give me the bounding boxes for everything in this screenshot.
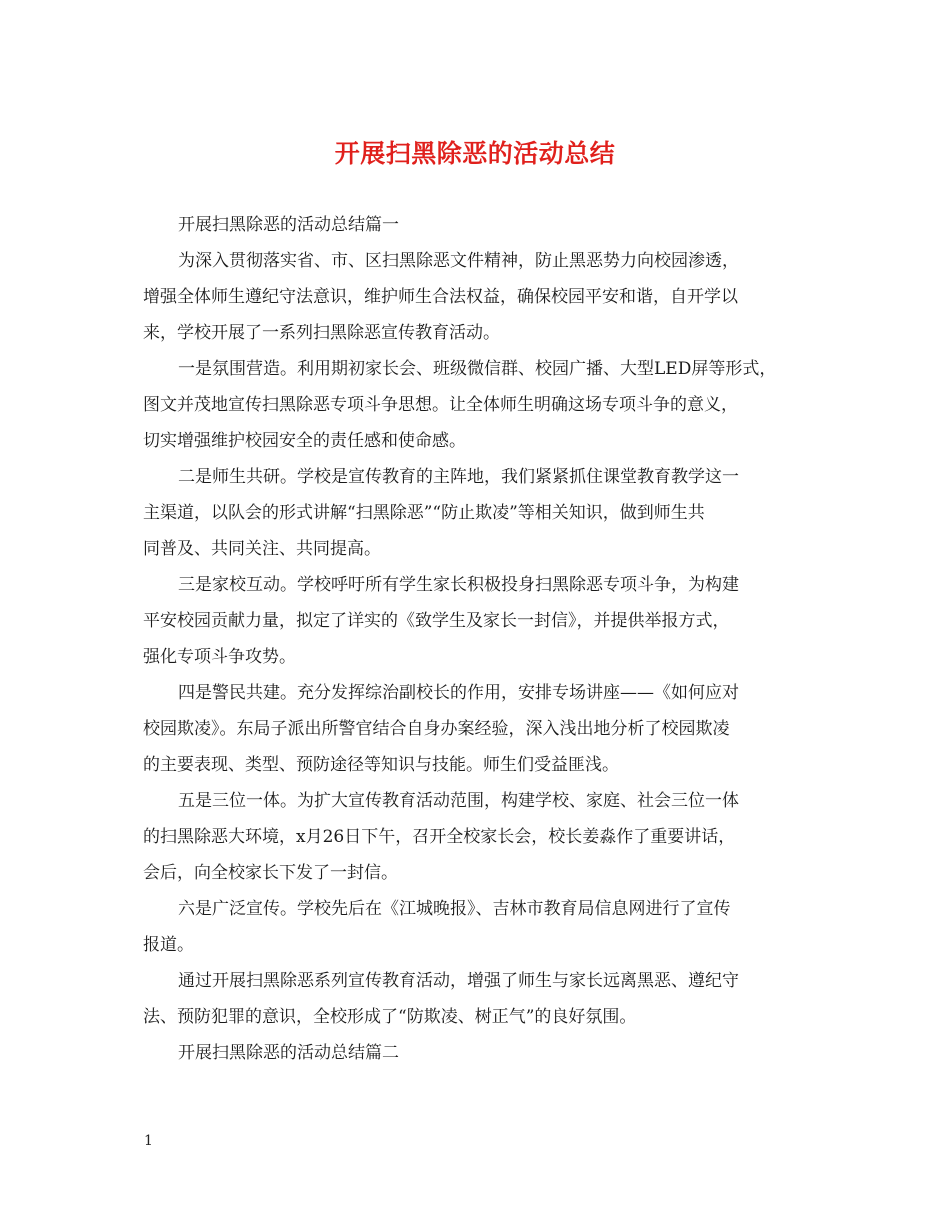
paragraph-line: 法、预防犯罪的意识，全校形成了“防欺凌、树正气”的良好氛围。 bbox=[143, 1007, 637, 1027]
section-heading: 开展扫黑除恶的活动总结篇二 bbox=[178, 1043, 399, 1063]
paragraph-line: 主渠道，以队会的形式讲解“扫黑除恶”“防止欺凌”等相关知识，做到师生共 bbox=[143, 503, 705, 523]
paragraph-line: 六是广泛宣传。学校先后在《江城晚报》、吉林市教育局信息网进行了宣传 bbox=[178, 899, 731, 919]
section-heading: 开展扫黑除恶的活动总结篇一 bbox=[178, 215, 399, 235]
paragraph-line: 一是氛围营造。利用期初家长会、班级微信群、校园广播、大型LED屏等形式， bbox=[178, 359, 777, 379]
paragraph-line: 的主要表现、类型、预防途径等知识与技能。师生们受益匪浅。 bbox=[143, 755, 619, 775]
paragraph-line: 来，学校开展了一系列扫黑除恶宣传教育活动。 bbox=[143, 323, 500, 343]
paragraph-line: 五是三位一体。为扩大宣传教育活动范围，构建学校、家庭、社会三位一体 bbox=[178, 791, 739, 811]
paragraph-line: 的扫黑除恶大环境，x月26日下午，召开全校家长会，校长姜淼作了重要讲话， bbox=[143, 827, 736, 847]
paragraph-line: 为深入贯彻落实省、市、区扫黑除恶文件精神，防止黑恶势力向校园渗透， bbox=[178, 251, 739, 271]
paragraph-line: 四是警民共建。充分发挥综治副校长的作用，安排专场讲座——《如何应对 bbox=[178, 683, 739, 703]
paragraph-line: 平安校园贡献力量，拟定了详实的《致学生及家长一封信》，并提供举报方式， bbox=[143, 611, 730, 631]
paragraph-line: 校园欺凌》。东局子派出所警官结合自身办案经验，深入浅出地分析了校园欺凌 bbox=[143, 719, 730, 739]
paragraph-line: 二是师生共研。学校是宣传教育的主阵地，我们紧紧抓住课堂教育教学这一 bbox=[178, 467, 739, 487]
page-number: 1 bbox=[144, 1133, 153, 1149]
document-body bbox=[143, 207, 833, 1071]
paragraph-line: 报道。 bbox=[143, 935, 194, 955]
paragraph-line: 强化专项斗争攻势。 bbox=[143, 647, 296, 667]
document-title: 开展扫黑除恶的活动总结 bbox=[334, 139, 616, 168]
paragraph-line: 增强全体师生遵纪守法意识，维护师生合法权益，确保校园平安和谐，自开学以 bbox=[143, 287, 738, 307]
paragraph-line: 三是家校互动。学校呼吁所有学生家长积极投身扫黑除恶专项斗争，为构建 bbox=[178, 575, 739, 595]
paragraph-line: 同普及、共同关注、共同提高。 bbox=[143, 539, 381, 559]
paragraph-line: 切实增强维护校园安全的责任感和使命感。 bbox=[143, 431, 466, 451]
paragraph-line: 图文并茂地宣传扫黑除恶专项斗争思想。让全体师生明确这场专项斗争的意义， bbox=[143, 395, 738, 415]
paragraph-line: 会后，向全校家长下发了一封信。 bbox=[143, 863, 398, 883]
paragraph-line: 通过开展扫黑除恶系列宣传教育活动，增强了师生与家长远离黑恶、遵纪守 bbox=[178, 971, 739, 991]
